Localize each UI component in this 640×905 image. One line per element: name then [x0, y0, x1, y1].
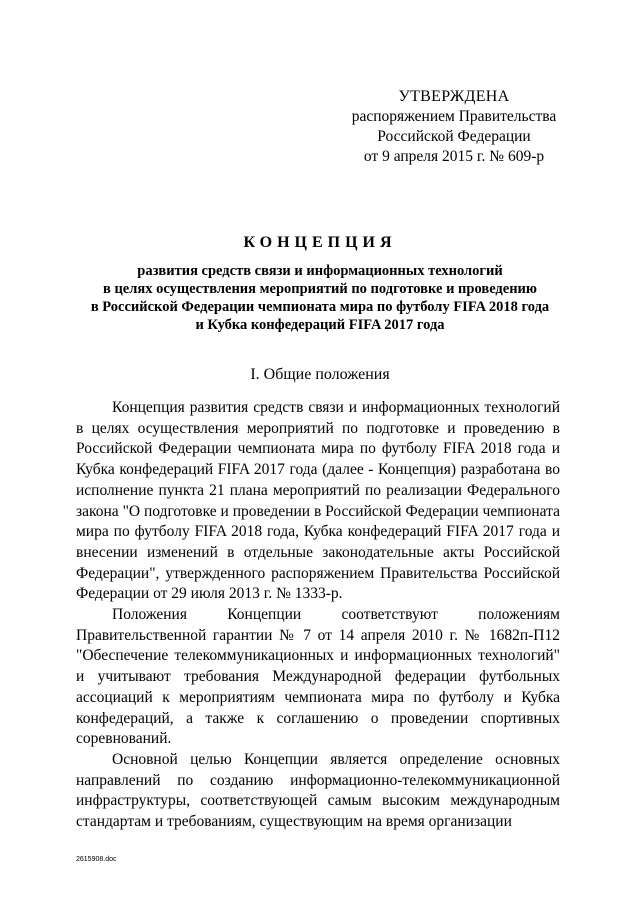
- file-name-footer: 2615908.doc: [76, 856, 117, 863]
- document-subtitle: [60, 262, 580, 334]
- document-body: [76, 398, 560, 833]
- document-title: КОНЦЕПЦИЯ: [243, 234, 397, 251]
- approval-line-order: распоряжением Правительства: [351, 108, 557, 125]
- subtitle-line: в целях осуществления мероприятий по подготовке и проведению: [102, 281, 537, 297]
- approval-line-government: Российской Федерации: [377, 128, 531, 145]
- subtitle-line: развития средств связи и информационных технологий: [137, 263, 503, 279]
- subtitle-line: в Российской Федерации чемпионата мира по футболу FIFA 2018 года: [90, 299, 550, 315]
- body-paragraph: Концепция развития средств связи и информационных технологий в целях осуществления мероприятий по подготовке и проведению в Российской Федерации чемпионата мира по футболу FIFA 2018 года и Кубка конфедераций FIFA 2017 года (далее - Концепция) разработана во исполнение пункта 21 плана мероприятий по реализации Федерального закона "О подготовке и проведении в Российской Федерации чемпионата мира по футболу FIFA 2018 года, Кубка конфедераций FIFA 2017 года и внесении изменений в отдельные законодательные акты Российской Федерации", утвержденного распоряжением Правительства Российской Федерации от 29 июля 2013 г. № 1333-р.: [76, 399, 560, 603]
- subtitle-line: и Кубка конфедераций FIFA 2017 года: [195, 317, 445, 333]
- approval-line-date: от 9 апреля 2015 г. № 609-р: [363, 148, 545, 165]
- approval-title: УТВЕРЖДЕНА: [398, 88, 510, 105]
- body-paragraph: Положения Концепции соответствуют положениям Правительственной гарантии № 7 от 14 апреля 2010 г. № 1682п-П12 "Обеспечение телекоммуникационных и информационных технологий" и учитывают требования Международной федерации футбольных ассоциаций к мероприятиям чемпионата мира по футболу и Кубка конфедераций, а также к соглашению о проведении спортивных соревнований.: [76, 606, 560, 748]
- body-paragraph: Основной целью Концепции является определение основных направлений по созданию информационно-телекоммуникационной инфраструктуры, соответствующей самым высоким международным стандартам и требованиям, существующим на время организации: [76, 750, 560, 831]
- approval-stamp: [336, 87, 572, 167]
- section-heading: I. Общие положения: [250, 366, 390, 383]
